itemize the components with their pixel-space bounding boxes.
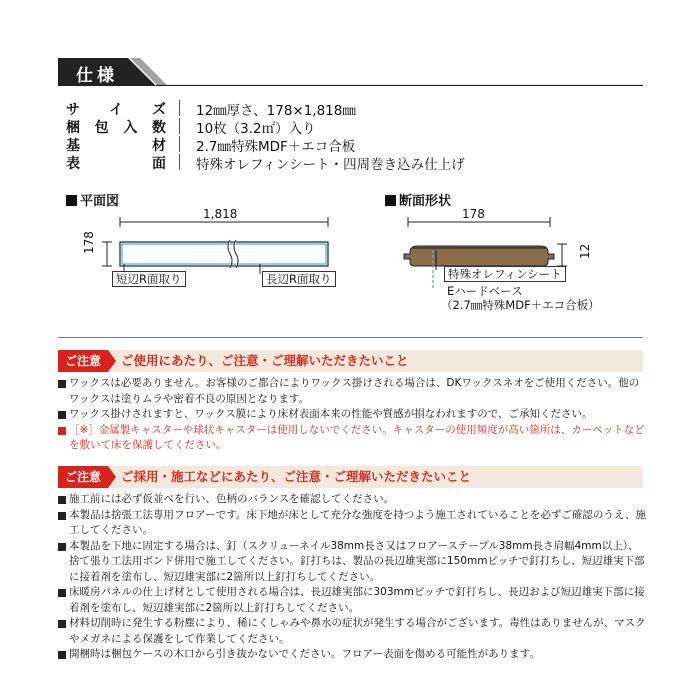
section-title: 仕様	[76, 66, 118, 86]
notice-item: 本製品は捨張工法専用フロアーです。床下地が床として充分な強度を持つよう施工されていることを必ずご確認のうえ、施工してください。	[58, 508, 648, 539]
spec-label	[66, 117, 166, 137]
plan-view-title-text: 平面図	[80, 194, 120, 209]
notice-item-warning: ［※］金属製キャスターや球状キャスターは使用しないでください。キャスターの使用頻度が高い箇所は、カーペットなどを敷いて床を保護してください。	[58, 423, 648, 454]
plan-width-label: 178	[82, 231, 96, 254]
label-char: 梱	[66, 120, 80, 136]
label-char: 基	[66, 138, 80, 154]
notice-list-usage	[58, 376, 648, 454]
notice-badge: ご注意	[58, 350, 108, 372]
spec-value: 2.7㎜特殊MDF＋エコ合板	[196, 139, 356, 155]
notice-item: 開梱時は梱包ケースの木口から引き抜かないでください。フロアー表面を傷める可能性があります。	[58, 647, 648, 663]
label-char: サ	[66, 102, 80, 118]
label-char: 包	[94, 120, 109, 136]
label-char: 面	[152, 156, 166, 172]
base-callout: Eハードベース	[447, 284, 523, 298]
notice-list-installation	[58, 492, 648, 663]
short-edge-callout: 短辺R面取り	[112, 271, 186, 287]
spec-value: 特殊オレフィンシート・四周巻き込み仕上げ	[196, 157, 465, 173]
notice-item: 施工前には必ず仮並べを行い、色柄のバランスを確認してください。	[58, 492, 648, 508]
section-view-title	[385, 190, 451, 209]
spec-value: 12㎜厚さ、178×1,818㎜	[196, 103, 356, 119]
label-char: イ	[109, 102, 123, 118]
plan-length-label: 1,818	[203, 207, 238, 221]
notice-item: ワックス掛けされますと、ワックス膜により床材表面本来の性能や質感が損なわれますので、ご承知ください。	[58, 407, 648, 423]
sheet-callout: 特殊オレフィンシート	[444, 266, 566, 282]
header-background	[58, 58, 643, 86]
spec-divider	[179, 136, 180, 152]
spec-divider	[179, 118, 180, 134]
label-char: 表	[66, 156, 80, 172]
notice-title: ご採用・施工などにあたり、ご注意・ご理解いただきたいこと	[121, 469, 472, 484]
section-divider	[58, 337, 643, 338]
spec-label	[66, 99, 166, 119]
square-bullet-icon	[66, 195, 77, 206]
notice-item: 本製品を下地に固定する場合は、釘（スクリューネイル38mm長さ又はフロアーステープル38mm長さ肩幅4mm以上）、捨て張り工法用ボンド併用で施工してください。釘打ちは、製品の長辺雄実部に150mmピッチで釘打ちし、短辺雄実下部に接着剤を塗布し、短辺雄実部に2箇所以上釘打ちしてください。	[58, 539, 648, 586]
label-char: ズ	[152, 102, 166, 118]
base-detail-callout: （2.7㎜特殊MDF＋エコ合板）	[441, 298, 600, 312]
plan-view-title	[66, 190, 119, 209]
notice-item: ワックスは必要ありません。お客様のご都合によりワックス掛けされる場合は、DKワックスネオをご使用ください。他のワックスは塗りムラや密着不良の原因となります。	[58, 376, 648, 407]
spec-divider	[179, 154, 180, 170]
spec-divider	[179, 100, 180, 116]
section-thickness-label: 12	[578, 243, 592, 259]
spec-value: 10枚（3.2㎡）入り	[196, 121, 316, 137]
notice-bar-installation	[58, 466, 643, 488]
section-view-title-text: 断面形状	[399, 194, 452, 209]
label-char: 入	[123, 120, 138, 136]
base-leader-line	[428, 250, 438, 290]
label-char: 数	[151, 120, 166, 136]
square-bullet-icon	[385, 195, 396, 206]
label-char: 材	[152, 138, 166, 154]
long-edge-callout: 長辺R面取り	[262, 271, 336, 287]
spec-label	[66, 135, 166, 155]
spec-label	[66, 153, 166, 173]
notice-badge: ご注意	[58, 466, 108, 488]
notice-item: 材料切削時に発生する粉塵により、稀にくしゃみや鼻水の症状が発生する場合がございます。毒性はありませんが、マスクやメガネによる保護をして作業してください。	[58, 616, 648, 647]
section-width-label: 178	[462, 207, 485, 221]
section-header	[58, 58, 643, 86]
notice-title: ご使用にあたり、ご注意・ご理解いただきたいこと	[121, 353, 409, 368]
notice-bar-usage	[58, 350, 643, 372]
notice-item: 床暖房パネルの仕上げ材として使用される場合は、長辺雄実部に303mmピッチで釘打ちし、長辺および短辺雄実下部に接着剤を塗布し、短辺雄実部に2箇所以上釘打ちしてください。	[58, 585, 648, 616]
